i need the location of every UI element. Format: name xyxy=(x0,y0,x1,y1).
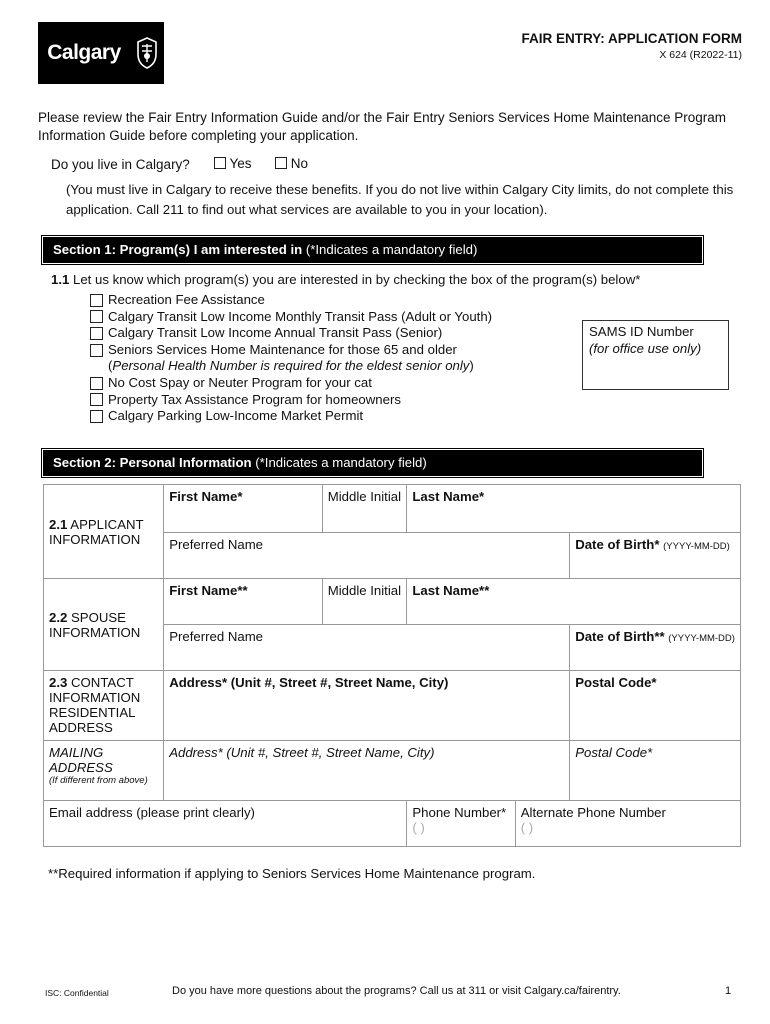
program-item[interactable] xyxy=(90,392,492,409)
question-1-1 xyxy=(51,272,640,287)
dob-format: (YYYY-MM-DD) xyxy=(663,541,730,552)
dob-format: (YYYY-MM-DD) xyxy=(668,633,735,644)
page-number: 1 xyxy=(725,985,732,997)
form-title: FAIR ENTRY: APPLICATION FORM xyxy=(521,31,742,46)
yes-label: Yes xyxy=(229,156,252,171)
section2-title: Section 2: Personal Information xyxy=(53,455,252,470)
program-checkbox[interactable] xyxy=(90,344,103,357)
field-label: Postal Code* xyxy=(575,675,657,690)
applicant-last-name-field[interactable] xyxy=(407,485,741,533)
yes-checkbox[interactable] xyxy=(214,157,226,169)
field-label: Middle Initial xyxy=(327,489,402,504)
field-label: Address* (Unit #, Street #, Street Name, City) xyxy=(169,675,449,690)
required-note: **Required information if applying to Seniors Services Home Maintenance program. xyxy=(48,866,536,881)
question-1-1-text: Let us know which program(s) you are interested in by checking the box of the program(s) below* xyxy=(73,272,641,287)
spouse-dob-field[interactable] xyxy=(570,625,741,671)
mailing-label: MAILING ADDRESS xyxy=(49,745,113,775)
applicant-dob-field[interactable] xyxy=(570,533,741,579)
sams-id-box[interactable] xyxy=(582,320,729,390)
field-label: Postal Code* xyxy=(575,745,653,760)
footer-help: Do you have more questions about the programs? Call us at 311 or visit Calgary.ca/fairentry. xyxy=(172,985,621,997)
applicant-label: APPLICANT INFORMATION xyxy=(49,516,144,547)
field-label: Last Name** xyxy=(412,583,490,598)
logo-wordmark: Calgary xyxy=(47,41,121,64)
field-label: Email address (please print clearly) xyxy=(49,805,255,820)
applicant-section-label xyxy=(44,485,164,579)
field-label: First Name** xyxy=(169,583,248,598)
spouse-number: 2.2 xyxy=(49,609,68,625)
alt-phone-field[interactable] xyxy=(515,801,740,847)
program-label: Seniors Services Home Maintenance for those 65 and older xyxy=(108,341,457,357)
program-checkbox[interactable] xyxy=(90,310,103,323)
mailing-note: (If different from above) xyxy=(49,775,148,786)
field-label: Preferred Name xyxy=(169,537,264,552)
mailing-postal-code-field[interactable] xyxy=(570,741,741,801)
program-label: Calgary Transit Low Income Annual Transit Pass (Senior) xyxy=(108,325,443,341)
residential-postal-code-field[interactable] xyxy=(570,671,741,741)
alt-phone-area-code: ( ) xyxy=(520,820,534,835)
field-label: Date of Birth** xyxy=(575,629,665,644)
spouse-preferred-name-field[interactable] xyxy=(164,625,570,671)
sams-label: SAMS ID Number xyxy=(589,324,694,339)
live-in-calgary-question: Do you live in Calgary? xyxy=(51,157,190,172)
no-label: No xyxy=(290,156,309,171)
field-label: Phone Number* xyxy=(412,805,507,820)
field-label: Middle Initial xyxy=(327,583,402,598)
intro-text: Please review the Fair Entry Information Guide and/or the Fair Entry Seniors Services Home Maintenance Program Information Guide before completing your application. xyxy=(38,110,727,143)
program-item[interactable] xyxy=(90,375,492,392)
spouse-first-name-field[interactable] xyxy=(164,579,323,625)
program-item[interactable] xyxy=(90,408,492,425)
no-checkbox[interactable] xyxy=(275,157,287,169)
applicant-first-name-field[interactable] xyxy=(164,485,323,533)
program-checkbox[interactable] xyxy=(90,410,103,423)
program-checkbox[interactable] xyxy=(90,327,103,340)
calgary-logo xyxy=(38,22,164,84)
program-note: (Personal Health Number is required for the eldest senior only) xyxy=(108,358,474,374)
program-list xyxy=(90,292,492,425)
field-label: Alternate Phone Number xyxy=(520,805,666,820)
section2-header xyxy=(43,450,702,476)
mailing-section-label xyxy=(44,741,164,801)
program-item[interactable] xyxy=(90,342,492,359)
spouse-middle-initial-field[interactable] xyxy=(322,579,407,625)
program-checkbox[interactable] xyxy=(90,377,103,390)
field-label: Last Name* xyxy=(412,489,485,504)
spouse-label: SPOUSE INFORMATION xyxy=(49,609,141,640)
sams-note: (for office use only) xyxy=(589,341,702,356)
program-label: Calgary Transit Low Income Monthly Transit Pass (Adult or Youth) xyxy=(108,308,493,324)
mailing-address-field[interactable] xyxy=(164,741,570,801)
contact-number: 2.3 xyxy=(49,675,68,690)
applicant-preferred-name-field[interactable] xyxy=(164,533,570,579)
form-code: X 624 (R2022-11) xyxy=(659,49,742,61)
program-item[interactable] xyxy=(90,325,492,342)
applicant-number: 2.1 xyxy=(49,516,68,532)
spouse-last-name-field[interactable] xyxy=(407,579,741,625)
field-label: Date of Birth* xyxy=(575,537,660,552)
program-checkbox[interactable] xyxy=(90,294,103,307)
program-label: No Cost Spay or Neuter Program for your cat xyxy=(108,374,372,390)
email-field[interactable] xyxy=(44,801,407,847)
phone-field[interactable] xyxy=(407,801,515,847)
program-item[interactable] xyxy=(90,309,492,326)
question-1-1-number: 1.1 xyxy=(51,272,70,287)
applicant-middle-initial-field[interactable] xyxy=(322,485,407,533)
live-note: (You must live in Calgary to receive these benefits. If you do not live within Calgary City limits, do not complete this application. Call 211 to find out what services are available to you in your location). xyxy=(66,182,734,217)
phone-area-code: ( ) xyxy=(412,820,425,835)
city-crest-icon xyxy=(134,36,160,70)
program-note-text: Personal Health Number is required for the eldest senior only xyxy=(112,358,470,374)
field-label: First Name* xyxy=(169,489,243,504)
program-label: Calgary Parking Low-Income Market Permit xyxy=(108,408,364,424)
program-label: Recreation Fee Assistance xyxy=(108,292,265,307)
section1-title: Section 1: Program(s) I am interested in xyxy=(53,242,303,257)
contact-label: CONTACT INFORMATION RESIDENTIAL ADDRESS xyxy=(49,675,141,735)
personal-info-table xyxy=(43,484,741,847)
program-item[interactable] xyxy=(90,292,492,309)
footer-classification: ISC: Confidential xyxy=(45,988,109,998)
section1-hint: (*Indicates a mandatory field) xyxy=(305,242,478,257)
program-label: Property Tax Assistance Program for homeowners xyxy=(108,391,401,407)
section1-header xyxy=(43,237,702,263)
field-label: Address* (Unit #, Street #, Street Name, City) xyxy=(169,745,435,760)
field-label: Preferred Name xyxy=(169,629,264,644)
section2-hint: (*Indicates a mandatory field) xyxy=(255,455,427,470)
residential-address-field[interactable] xyxy=(164,671,570,741)
live-no-option[interactable] xyxy=(275,156,308,171)
contact-section-label xyxy=(44,671,164,741)
program-checkbox[interactable] xyxy=(90,393,103,406)
live-yes-option[interactable] xyxy=(214,156,252,171)
spouse-section-label xyxy=(44,579,164,671)
